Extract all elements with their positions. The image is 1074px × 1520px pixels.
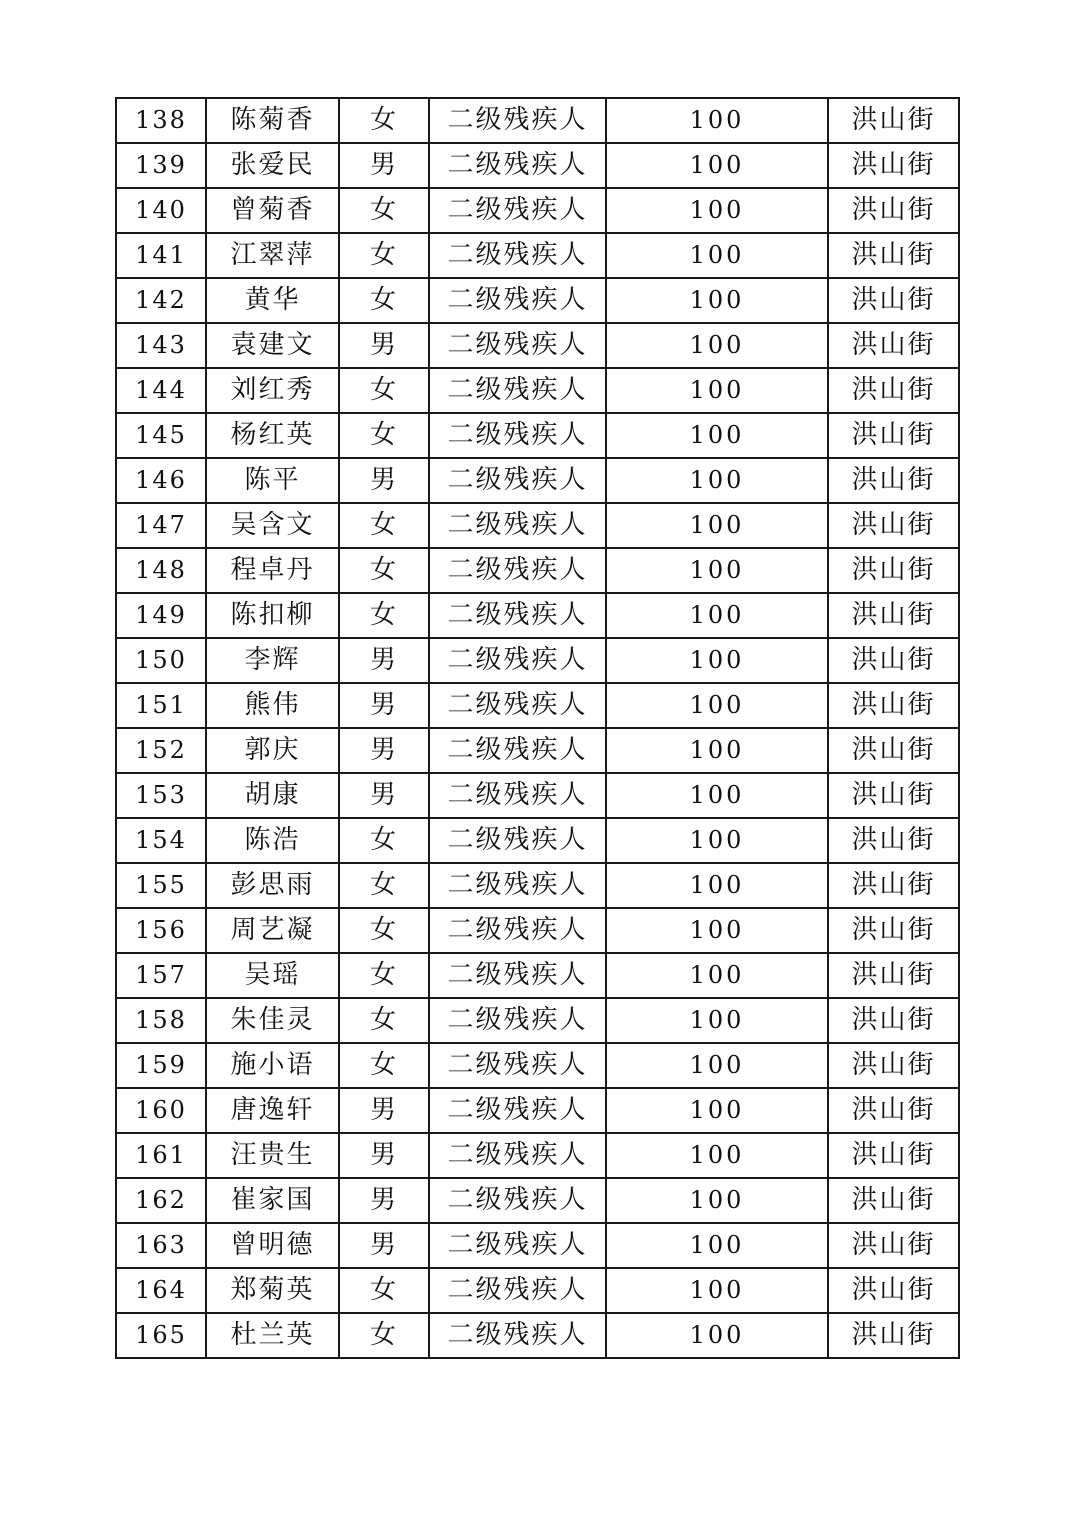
cell-gender: 女 — [339, 863, 429, 908]
cell-person-name: 汪贵生 — [206, 1133, 339, 1178]
cell-amount: 100 — [606, 818, 828, 863]
cell-person-name: 陈平 — [206, 458, 339, 503]
cell-person-name: 吴瑶 — [206, 953, 339, 998]
cell-person-name: 彭思雨 — [206, 863, 339, 908]
cell-street-area: 洪山街 — [828, 548, 959, 593]
table-row — [116, 1313, 959, 1358]
table-row — [116, 458, 959, 503]
cell-gender: 女 — [339, 1313, 429, 1358]
cell-amount: 100 — [606, 1313, 828, 1358]
cell-gender: 女 — [339, 998, 429, 1043]
cell-amount: 100 — [606, 1088, 828, 1133]
cell-amount: 100 — [606, 728, 828, 773]
cell-disability-level: 二级残疾人 — [429, 1223, 606, 1268]
cell-serial-number: 140 — [116, 188, 206, 233]
cell-gender: 女 — [339, 233, 429, 278]
cell-serial-number: 151 — [116, 683, 206, 728]
cell-disability-level: 二级残疾人 — [429, 98, 606, 143]
cell-amount: 100 — [606, 908, 828, 953]
cell-amount: 100 — [606, 1133, 828, 1178]
table-row — [116, 143, 959, 188]
cell-gender: 男 — [339, 728, 429, 773]
cell-street-area: 洪山街 — [828, 773, 959, 818]
table-row — [116, 1268, 959, 1313]
cell-amount: 100 — [606, 638, 828, 683]
cell-disability-level: 二级残疾人 — [429, 368, 606, 413]
cell-amount: 100 — [606, 593, 828, 638]
cell-gender: 女 — [339, 278, 429, 323]
cell-person-name: 程卓丹 — [206, 548, 339, 593]
cell-gender: 女 — [339, 1268, 429, 1313]
cell-person-name: 唐逸轩 — [206, 1088, 339, 1133]
cell-disability-level: 二级残疾人 — [429, 863, 606, 908]
cell-street-area: 洪山街 — [828, 98, 959, 143]
cell-disability-level: 二级残疾人 — [429, 188, 606, 233]
cell-gender: 男 — [339, 638, 429, 683]
cell-serial-number: 146 — [116, 458, 206, 503]
cell-street-area: 洪山街 — [828, 998, 959, 1043]
roster-table-body — [116, 98, 959, 1358]
cell-gender: 女 — [339, 188, 429, 233]
cell-disability-level: 二级残疾人 — [429, 908, 606, 953]
cell-amount: 100 — [606, 368, 828, 413]
cell-street-area: 洪山街 — [828, 683, 959, 728]
cell-amount: 100 — [606, 233, 828, 278]
cell-street-area: 洪山街 — [828, 233, 959, 278]
table-row — [116, 413, 959, 458]
cell-street-area: 洪山街 — [828, 638, 959, 683]
table-row — [116, 683, 959, 728]
cell-gender: 女 — [339, 413, 429, 458]
table-row — [116, 1223, 959, 1268]
cell-person-name: 黄华 — [206, 278, 339, 323]
cell-amount: 100 — [606, 773, 828, 818]
cell-serial-number: 145 — [116, 413, 206, 458]
cell-serial-number: 154 — [116, 818, 206, 863]
table-row — [116, 638, 959, 683]
table-row — [116, 773, 959, 818]
cell-serial-number: 158 — [116, 998, 206, 1043]
cell-gender: 男 — [339, 773, 429, 818]
cell-street-area: 洪山街 — [828, 593, 959, 638]
cell-gender: 男 — [339, 458, 429, 503]
cell-gender: 女 — [339, 593, 429, 638]
cell-amount: 100 — [606, 278, 828, 323]
cell-street-area: 洪山街 — [828, 1223, 959, 1268]
cell-disability-level: 二级残疾人 — [429, 953, 606, 998]
cell-gender: 男 — [339, 683, 429, 728]
cell-street-area: 洪山街 — [828, 458, 959, 503]
cell-serial-number: 148 — [116, 548, 206, 593]
cell-gender: 女 — [339, 503, 429, 548]
cell-amount: 100 — [606, 323, 828, 368]
cell-gender: 男 — [339, 323, 429, 368]
cell-street-area: 洪山街 — [828, 278, 959, 323]
cell-gender: 女 — [339, 98, 429, 143]
cell-person-name: 陈浩 — [206, 818, 339, 863]
cell-serial-number: 139 — [116, 143, 206, 188]
cell-disability-level: 二级残疾人 — [429, 1043, 606, 1088]
cell-street-area: 洪山街 — [828, 1088, 959, 1133]
cell-gender: 男 — [339, 1133, 429, 1178]
table-row — [116, 863, 959, 908]
cell-amount: 100 — [606, 1178, 828, 1223]
cell-disability-level: 二级残疾人 — [429, 1178, 606, 1223]
cell-serial-number: 143 — [116, 323, 206, 368]
table-row — [116, 1043, 959, 1088]
cell-disability-level: 二级残疾人 — [429, 683, 606, 728]
cell-street-area: 洪山街 — [828, 1268, 959, 1313]
cell-serial-number: 147 — [116, 503, 206, 548]
cell-disability-level: 二级残疾人 — [429, 548, 606, 593]
cell-person-name: 郑菊英 — [206, 1268, 339, 1313]
cell-serial-number: 155 — [116, 863, 206, 908]
table-row — [116, 953, 959, 998]
cell-street-area: 洪山街 — [828, 1313, 959, 1358]
cell-serial-number: 164 — [116, 1268, 206, 1313]
cell-street-area: 洪山街 — [828, 143, 959, 188]
cell-street-area: 洪山街 — [828, 368, 959, 413]
cell-person-name: 袁建文 — [206, 323, 339, 368]
cell-serial-number: 150 — [116, 638, 206, 683]
cell-gender: 男 — [339, 143, 429, 188]
cell-serial-number: 142 — [116, 278, 206, 323]
cell-amount: 100 — [606, 503, 828, 548]
cell-disability-level: 二级残疾人 — [429, 278, 606, 323]
cell-gender: 女 — [339, 368, 429, 413]
cell-person-name: 杜兰英 — [206, 1313, 339, 1358]
cell-gender: 男 — [339, 1178, 429, 1223]
cell-amount: 100 — [606, 1268, 828, 1313]
cell-serial-number: 163 — [116, 1223, 206, 1268]
cell-street-area: 洪山街 — [828, 728, 959, 773]
cell-serial-number: 144 — [116, 368, 206, 413]
table-row — [116, 98, 959, 143]
cell-person-name: 张爱民 — [206, 143, 339, 188]
cell-street-area: 洪山街 — [828, 908, 959, 953]
table-row — [116, 1088, 959, 1133]
cell-serial-number: 138 — [116, 98, 206, 143]
cell-street-area: 洪山街 — [828, 1043, 959, 1088]
cell-serial-number: 165 — [116, 1313, 206, 1358]
table-row — [116, 278, 959, 323]
cell-amount: 100 — [606, 1223, 828, 1268]
cell-amount: 100 — [606, 98, 828, 143]
table-row — [116, 1133, 959, 1178]
cell-disability-level: 二级残疾人 — [429, 638, 606, 683]
cell-person-name: 陈扣柳 — [206, 593, 339, 638]
cell-person-name: 曾菊香 — [206, 188, 339, 233]
cell-serial-number: 141 — [116, 233, 206, 278]
cell-disability-level: 二级残疾人 — [429, 143, 606, 188]
cell-person-name: 刘红秀 — [206, 368, 339, 413]
cell-amount: 100 — [606, 548, 828, 593]
cell-amount: 100 — [606, 188, 828, 233]
cell-disability-level: 二级残疾人 — [429, 773, 606, 818]
cell-disability-level: 二级残疾人 — [429, 503, 606, 548]
cell-street-area: 洪山街 — [828, 818, 959, 863]
roster-table — [115, 97, 960, 1359]
cell-street-area: 洪山街 — [828, 863, 959, 908]
cell-serial-number: 162 — [116, 1178, 206, 1223]
cell-person-name: 江翠萍 — [206, 233, 339, 278]
cell-amount: 100 — [606, 998, 828, 1043]
table-row — [116, 908, 959, 953]
cell-serial-number: 156 — [116, 908, 206, 953]
cell-street-area: 洪山街 — [828, 953, 959, 998]
cell-serial-number: 153 — [116, 773, 206, 818]
cell-person-name: 杨红英 — [206, 413, 339, 458]
cell-person-name: 李辉 — [206, 638, 339, 683]
cell-serial-number: 160 — [116, 1088, 206, 1133]
cell-gender: 女 — [339, 953, 429, 998]
cell-person-name: 崔家国 — [206, 1178, 339, 1223]
table-row — [116, 998, 959, 1043]
cell-person-name: 朱佳灵 — [206, 998, 339, 1043]
cell-amount: 100 — [606, 863, 828, 908]
table-row — [116, 503, 959, 548]
cell-disability-level: 二级残疾人 — [429, 593, 606, 638]
cell-amount: 100 — [606, 413, 828, 458]
table-row — [116, 818, 959, 863]
cell-serial-number: 159 — [116, 1043, 206, 1088]
cell-gender: 男 — [339, 1088, 429, 1133]
cell-person-name: 吴含文 — [206, 503, 339, 548]
cell-serial-number: 161 — [116, 1133, 206, 1178]
table-row — [116, 1178, 959, 1223]
cell-street-area: 洪山街 — [828, 188, 959, 233]
cell-person-name: 陈菊香 — [206, 98, 339, 143]
table-row — [116, 728, 959, 773]
cell-amount: 100 — [606, 953, 828, 998]
cell-disability-level: 二级残疾人 — [429, 413, 606, 458]
cell-person-name: 郭庆 — [206, 728, 339, 773]
cell-disability-level: 二级残疾人 — [429, 233, 606, 278]
cell-street-area: 洪山街 — [828, 1133, 959, 1178]
cell-amount: 100 — [606, 1043, 828, 1088]
cell-serial-number: 157 — [116, 953, 206, 998]
table-row — [116, 233, 959, 278]
cell-person-name: 施小语 — [206, 1043, 339, 1088]
document-page — [115, 97, 958, 1359]
table-row — [116, 548, 959, 593]
cell-serial-number: 152 — [116, 728, 206, 773]
cell-gender: 女 — [339, 1043, 429, 1088]
table-row — [116, 323, 959, 368]
table-row — [116, 593, 959, 638]
cell-person-name: 熊伟 — [206, 683, 339, 728]
table-row — [116, 188, 959, 233]
cell-street-area: 洪山街 — [828, 323, 959, 368]
cell-amount: 100 — [606, 458, 828, 503]
cell-disability-level: 二级残疾人 — [429, 1088, 606, 1133]
cell-disability-level: 二级残疾人 — [429, 1268, 606, 1313]
cell-person-name: 胡康 — [206, 773, 339, 818]
cell-disability-level: 二级残疾人 — [429, 458, 606, 503]
cell-disability-level: 二级残疾人 — [429, 998, 606, 1043]
cell-gender: 女 — [339, 818, 429, 863]
cell-street-area: 洪山街 — [828, 1178, 959, 1223]
cell-person-name: 周艺凝 — [206, 908, 339, 953]
cell-person-name: 曾明德 — [206, 1223, 339, 1268]
cell-amount: 100 — [606, 683, 828, 728]
cell-gender: 男 — [339, 1223, 429, 1268]
cell-disability-level: 二级残疾人 — [429, 1133, 606, 1178]
cell-disability-level: 二级残疾人 — [429, 728, 606, 773]
cell-street-area: 洪山街 — [828, 503, 959, 548]
cell-gender: 女 — [339, 908, 429, 953]
cell-disability-level: 二级残疾人 — [429, 323, 606, 368]
cell-street-area: 洪山街 — [828, 413, 959, 458]
cell-serial-number: 149 — [116, 593, 206, 638]
cell-amount: 100 — [606, 143, 828, 188]
cell-disability-level: 二级残疾人 — [429, 818, 606, 863]
cell-gender: 女 — [339, 548, 429, 593]
cell-disability-level: 二级残疾人 — [429, 1313, 606, 1358]
table-row — [116, 368, 959, 413]
